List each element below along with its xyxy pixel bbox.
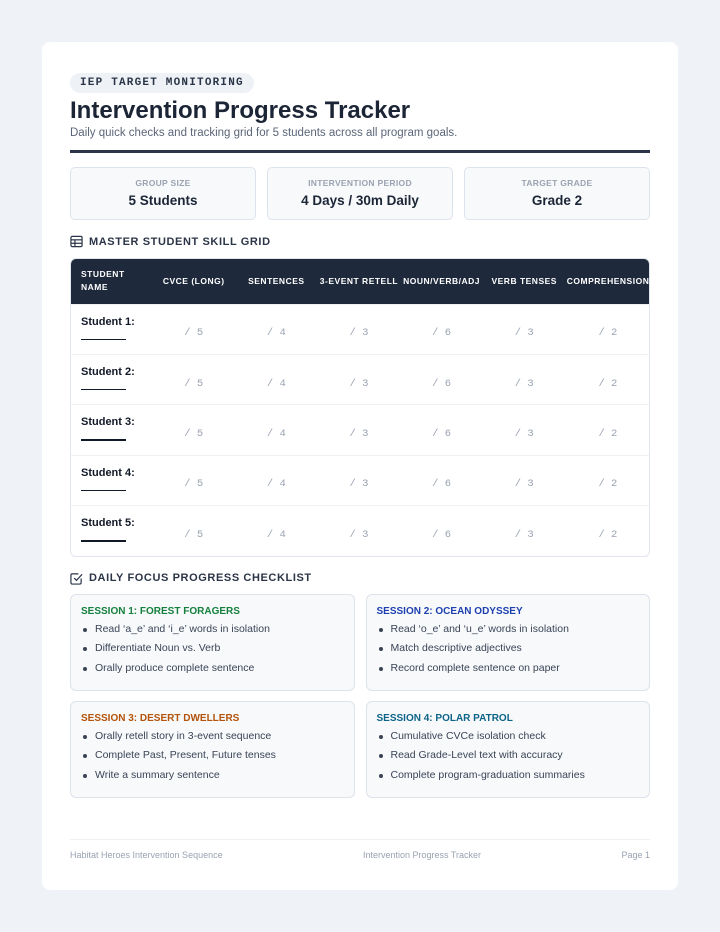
checkbox-icon: [70, 572, 83, 585]
student-name: Student 2:: [81, 365, 135, 378]
score-cell[interactable]: / 2: [598, 427, 618, 440]
score-cell[interactable]: / 3: [514, 478, 534, 491]
checklist-item: Differentiate Noun vs. Verb: [81, 639, 344, 659]
session-card-4: [366, 701, 651, 798]
checklist-item: Complete program-graduation summaries: [377, 766, 640, 786]
score-cell[interactable]: / 5: [184, 529, 204, 541]
column-header: 3-EVENT RETELL: [319, 276, 399, 287]
session-card-3: [70, 701, 355, 798]
score-cell[interactable]: / 4: [266, 377, 286, 390]
page-subtitle: Daily quick checks and tracking grid for 5 students across all program goals.: [70, 127, 458, 139]
score-cell[interactable]: / 6: [432, 427, 452, 440]
name-underline: [81, 339, 126, 341]
student-cell: [71, 455, 151, 505]
title-divider: [70, 150, 650, 153]
score-cell[interactable]: / 5: [184, 427, 204, 440]
score-cell[interactable]: / 4: [266, 478, 286, 491]
score-cell[interactable]: / 3: [514, 529, 534, 541]
checklist-item: Read ‘o_e’ and ‘u_e’ words in isolation: [377, 620, 640, 640]
student-name: Student 4:: [81, 466, 135, 479]
column-header: NOUN/VERB/ADJ: [403, 276, 481, 287]
column-header: VERB TENSES: [491, 276, 557, 287]
session-checklist: [81, 727, 344, 786]
score-cell[interactable]: / 2: [598, 327, 618, 340]
table-row: [71, 354, 649, 404]
checklist-item: Orally retell story in 3-event sequence: [81, 727, 344, 747]
footer-center: Intervention Progress Tracker: [363, 850, 482, 860]
stats-row: [70, 167, 650, 220]
table-icon: [70, 235, 83, 248]
stat-card-intervention-period: [267, 167, 453, 220]
checklist-item: Write a summary sentence: [81, 766, 344, 786]
score-cell[interactable]: / 2: [598, 377, 618, 390]
name-underline: [81, 540, 126, 542]
session-card-2: [366, 594, 651, 691]
student-cell: [71, 506, 151, 556]
checklist-heading: [70, 572, 650, 585]
page-title: Intervention Progress Tracker: [70, 97, 411, 124]
score-cell[interactable]: / 2: [598, 529, 618, 541]
table-header-row: [71, 259, 649, 304]
column-header: SENTENCES: [248, 276, 305, 287]
student-cell: [71, 354, 151, 404]
document-tag: IEP TARGET MONITORING: [70, 73, 254, 93]
footer-left: Habitat Heroes Intervention Sequence: [70, 850, 223, 860]
score-cell[interactable]: / 4: [266, 427, 286, 440]
checklist-item: Match descriptive adjectives: [377, 639, 640, 659]
checklist-item: Read ‘a_e’ and ‘i_e’ words in isolation: [81, 620, 344, 640]
page-footer: [70, 839, 650, 860]
checklist-item: Complete Past, Present, Future tenses: [81, 746, 344, 766]
stat-label: GROUP SIZE: [135, 178, 191, 188]
session-title: SESSION 1: FOREST FORAGERS: [81, 605, 240, 617]
score-cell[interactable]: / 3: [349, 529, 369, 541]
section-title: DAILY FOCUS PROGRESS CHECKLIST: [89, 572, 312, 585]
checklist-item: Orally produce complete sentence: [81, 659, 344, 679]
stat-card-target-grade: [464, 167, 650, 220]
checklist-item: Cumulative CVCe isolation check: [377, 727, 640, 747]
session-title: SESSION 4: POLAR PATROL: [376, 712, 513, 724]
stat-label: INTERVENTION PERIOD: [308, 178, 412, 188]
skill-grid: [70, 258, 650, 557]
score-cell[interactable]: / 6: [432, 478, 452, 491]
name-underline: [81, 439, 126, 441]
score-cell[interactable]: / 3: [349, 377, 369, 390]
page-number: Page 1: [621, 850, 650, 860]
stat-value: Grade 2: [531, 193, 583, 208]
score-cell[interactable]: / 3: [349, 478, 369, 491]
student-name: Student 1:: [81, 315, 135, 328]
score-cell[interactable]: / 3: [514, 427, 534, 440]
checklist-item: Record complete sentence on paper: [377, 659, 640, 679]
table-row: [71, 455, 649, 505]
score-cell[interactable]: / 6: [432, 377, 452, 390]
score-cell[interactable]: / 4: [266, 529, 286, 541]
score-cell[interactable]: / 2: [598, 478, 618, 491]
student-name: Student 3:: [81, 416, 135, 429]
score-cell[interactable]: / 6: [432, 529, 452, 541]
session-checklist: [81, 620, 344, 679]
score-cell[interactable]: / 4: [266, 327, 286, 340]
session-cards: [70, 594, 650, 798]
name-underline: [81, 389, 126, 391]
stat-value: 4 Days / 30m Daily: [301, 193, 419, 208]
score-cell[interactable]: / 5: [184, 377, 204, 390]
stat-label: TARGET GRADE: [521, 178, 593, 188]
skill-grid-heading: [70, 235, 650, 248]
session-card-1: [70, 594, 355, 691]
skill-table: [71, 259, 649, 556]
document-page: [42, 42, 678, 890]
score-cell[interactable]: / 5: [184, 478, 204, 491]
student-cell: [71, 304, 151, 354]
score-cell[interactable]: / 3: [349, 427, 369, 440]
score-cell[interactable]: / 3: [349, 327, 369, 340]
checklist-item: Read Grade-Level text with accuracy: [377, 746, 640, 766]
score-cell[interactable]: / 6: [432, 327, 452, 340]
table-row: [71, 506, 649, 556]
session-checklist: [377, 727, 640, 786]
score-cell[interactable]: / 3: [514, 327, 534, 340]
section-title: MASTER STUDENT SKILL GRID: [89, 235, 271, 248]
stat-value: 5 Students: [128, 193, 198, 208]
column-header: COMPREHENSION: [566, 276, 649, 287]
table-row: [71, 304, 649, 354]
column-header: STUDENT NAME: [81, 269, 125, 293]
student-cell: [71, 405, 151, 455]
score-cell[interactable]: / 5: [184, 327, 204, 340]
session-title: SESSION 2: OCEAN ODYSSEY: [376, 605, 523, 617]
name-underline: [81, 490, 126, 492]
stat-card-group-size: [70, 167, 256, 220]
column-header: CVCE (LONG): [162, 276, 225, 287]
student-name: Student 5:: [81, 517, 135, 530]
table-row: [71, 405, 649, 455]
session-title: SESSION 3: DESERT DWELLERS: [81, 712, 240, 724]
session-checklist: [377, 620, 640, 679]
score-cell[interactable]: / 3: [514, 377, 534, 390]
